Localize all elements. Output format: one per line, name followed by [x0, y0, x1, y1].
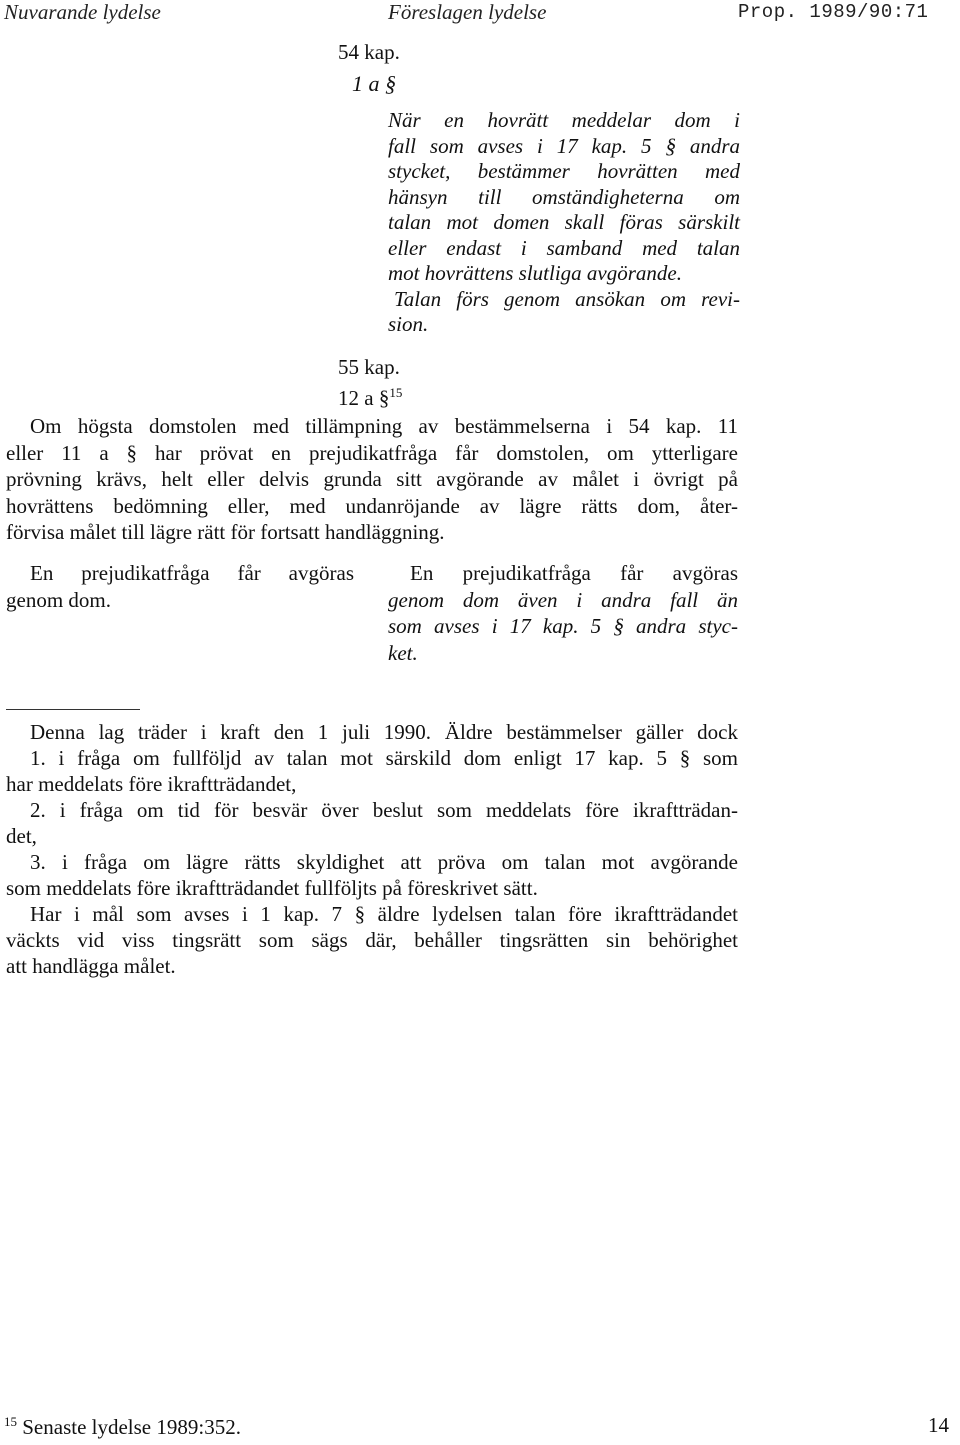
footnote-text: Senaste lydelse 1989:352.	[22, 1415, 241, 1439]
text-line: ket.	[388, 640, 418, 665]
section-1a-heading: 1 a §	[352, 71, 396, 96]
section-divider	[6, 709, 140, 710]
text-line: Har i mål som avses i 1 kap. 7 § äldre lydelsen talan före ikraftträdandet	[30, 902, 738, 926]
text-line: hovrättens bedömning eller, med undanröjande av lägre rätts dom, åter-	[6, 493, 738, 518]
text-line: hänsyn till omständigheterna om	[388, 184, 740, 209]
chapter-55-common-text	[6, 413, 738, 546]
section-12a-heading	[338, 386, 402, 411]
text-line: som avses i 17 kap. 5 § andra styc-	[388, 614, 738, 638]
chapter-55-current-text	[6, 560, 354, 613]
text-line: 1. i fråga om fullföljd av talan mot särskild dom enligt 17 kap. 5 § som	[30, 746, 738, 770]
page-number: 14	[928, 1413, 949, 1437]
transitional-provisions	[6, 719, 738, 979]
text-line: som meddelats före ikraftträdandet fullföljts på föreskrivet sätt.	[6, 876, 538, 900]
text-line: 2. i fråga om tid för besvär över beslut som meddelats före ikraftträdan-	[30, 798, 738, 822]
header-proposition-number: Prop. 1989/90:71	[738, 1, 929, 23]
text-line: genom dom även i andra fall än	[388, 587, 738, 612]
text-line: En prejudikatfråga får avgöras	[410, 561, 738, 585]
chapter-54-proposed-text	[388, 108, 740, 338]
text-line: prövning krävs, helt eller delvis grunda sitt avgörande av målet i övrigt på	[6, 467, 738, 491]
text-line: förvisa målet till lägre rätt för fortsatt handläggning.	[6, 520, 445, 544]
text-line: väckts vid viss tingsrätt som sägs där, behåller tingsrätten sin behörighet	[6, 928, 738, 952]
footnote	[4, 1415, 241, 1440]
text-line: sion.	[388, 312, 429, 336]
header-current-version: Nuvarande lydelse	[4, 0, 161, 24]
chapter-54-heading: 54 kap.	[338, 40, 400, 64]
text-line: När en hovrätt meddelar dom i	[388, 108, 740, 132]
text-line: eller endast i samband med talan	[388, 235, 740, 260]
text-line: genom dom.	[6, 587, 111, 612]
header-proposed-version: Föreslagen lydelse	[388, 0, 547, 24]
text-line: har meddelats före ikraftträdandet,	[6, 772, 297, 796]
text-line: fall som avses i 17 kap. 5 § andra	[388, 133, 740, 158]
section-12a-label: 12 a §	[338, 386, 390, 410]
chapter-55-proposed-text	[388, 560, 738, 666]
text-line: Talan förs genom ansökan om revi-	[394, 286, 740, 311]
text-line: att handlägga målet.	[6, 954, 176, 978]
text-line: talan mot domen skall föras särskilt	[388, 210, 740, 234]
text-line: eller 11 a § har prövat en prejudikatfråga får domstolen, om ytterligare	[6, 440, 738, 465]
footnote-reference: 15	[389, 385, 403, 400]
text-line: Denna lag träder i kraft den 1 juli 1990. Äldre bestämmelser gäller dock	[30, 720, 738, 744]
footnote-mark: 15	[4, 1414, 17, 1429]
text-line: 3. i fråga om lägre rätts skyldighet att pröva om talan mot avgörande	[30, 850, 738, 874]
text-line: En prejudikatfråga får avgöras	[30, 561, 354, 585]
text-line: stycket, bestämmer hovrätten med	[388, 159, 740, 183]
text-line: Om högsta domstolen med tillämpning av bestämmelserna i 54 kap. 11	[30, 414, 738, 438]
text-line: mot hovrättens slutliga avgörande.	[388, 261, 682, 285]
text-line: det,	[6, 824, 37, 848]
chapter-55-heading: 55 kap.	[338, 355, 400, 379]
